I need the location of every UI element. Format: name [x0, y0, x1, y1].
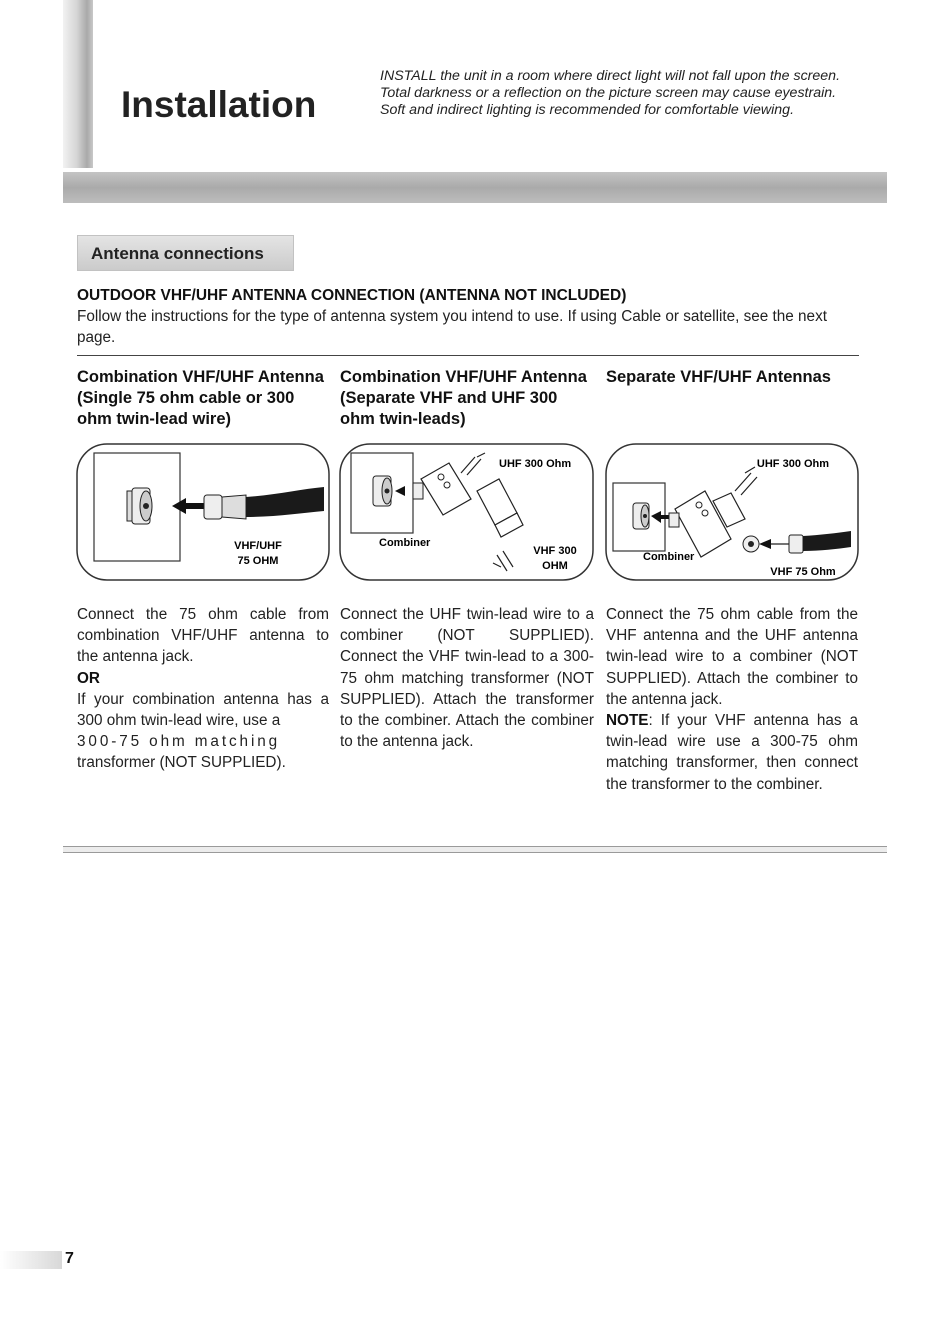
figure-combiner-twinlead: [339, 443, 594, 581]
paragraph: Connect the 75 ohm cable from combination VHF/UHF antenna to the antenna jack.: [77, 606, 329, 666]
figure-separate-antennas: [605, 443, 859, 581]
section-divider: [77, 355, 859, 356]
page-title: Installation: [121, 84, 317, 125]
column-text: [77, 604, 329, 774]
paragraph: Connect the 75 ohm cable from the VHF antenna and the UHF antenna twin-lead wire to a combiner (NOT SUPPLIED). Attach the combiner to the antenna jack.: [606, 606, 858, 708]
paragraph-spaced: 300-75 ohm matching: [77, 733, 281, 751]
section-tag: [77, 235, 294, 271]
side-accent-bar: [63, 0, 93, 168]
antenna-jack-icon: [633, 503, 649, 529]
label-uhf: UHF 300 Ohm: [756, 458, 830, 470]
section-tag-label: Antenna connections: [91, 244, 264, 263]
label-vhf: VHF 75 Ohm: [770, 566, 836, 578]
intro-line: Total darkness or a reflection on the picture screen may cause eyestrain.: [380, 85, 837, 101]
label-combiner: Combiner: [643, 551, 695, 563]
antenna-jack-icon: [373, 476, 392, 506]
intro-line: Soft and indirect lighting is recommended for comfortable viewing.: [380, 102, 795, 118]
paragraph: Connect the UHF twin-lead wire to a combiner (NOT SUPPLIED). Connect the VHF twin-lead to a 300-75 ohm matching transformer (NOT SUPPLIED). Attach the transformer to the combiner. Attach the combiner to the antenna jack.: [340, 606, 594, 751]
section-subhead: OUTDOOR VHF/UHF ANTENNA CONNECTION (ANTENNA NOT INCLUDED): [77, 287, 627, 304]
label-cable-impedance: 75 OHM: [237, 555, 279, 567]
antenna-jack-icon: [127, 488, 152, 524]
paragraph: If your combination antenna has a 300 ohm twin-lead wire, use a: [77, 690, 329, 730]
intro-note: [380, 68, 870, 119]
note-paragraph: [606, 710, 858, 795]
label-uhf: UHF 300 Ohm: [499, 458, 572, 470]
column-text: [606, 604, 858, 795]
bottom-divider: [63, 846, 887, 853]
intro-line: INSTALL the unit in a room where direct light will not fall upon the screen.: [380, 68, 841, 84]
note-label: NOTE: [606, 712, 649, 730]
label-vhf-unit: OHM: [542, 560, 568, 572]
header-band: [63, 172, 887, 203]
label-cable-type: VHF/UHF: [234, 540, 282, 552]
page-number: 7: [65, 1250, 74, 1267]
label-combiner: Combiner: [379, 537, 431, 549]
or-label: OR: [77, 669, 100, 687]
note-text: : If your VHF antenna has a twin-lead wire use a 300-75 ohm matching transformer, then connect the transformer to the combiner.: [606, 712, 858, 793]
column-heading: Combination VHF/UHF Antenna (Single 75 ohm cable or 300 ohm twin-lead wire): [77, 368, 324, 428]
section-lead: Follow the instructions for the type of antenna system you intend to use. If using Cable or satellite, see the next page.: [77, 308, 827, 346]
page-number-bar: [0, 1251, 62, 1269]
column-heading: Separate VHF/UHF Antennas: [606, 368, 831, 386]
paragraph: transformer (NOT SUPPLIED).: [77, 754, 286, 772]
figure-single-cable: [76, 443, 330, 581]
column-text: [340, 604, 594, 752]
column-heading: Combination VHF/UHF Antenna (Separate VHF and UHF 300 ohm twin-leads): [340, 368, 587, 428]
label-vhf: VHF 300: [533, 545, 577, 557]
